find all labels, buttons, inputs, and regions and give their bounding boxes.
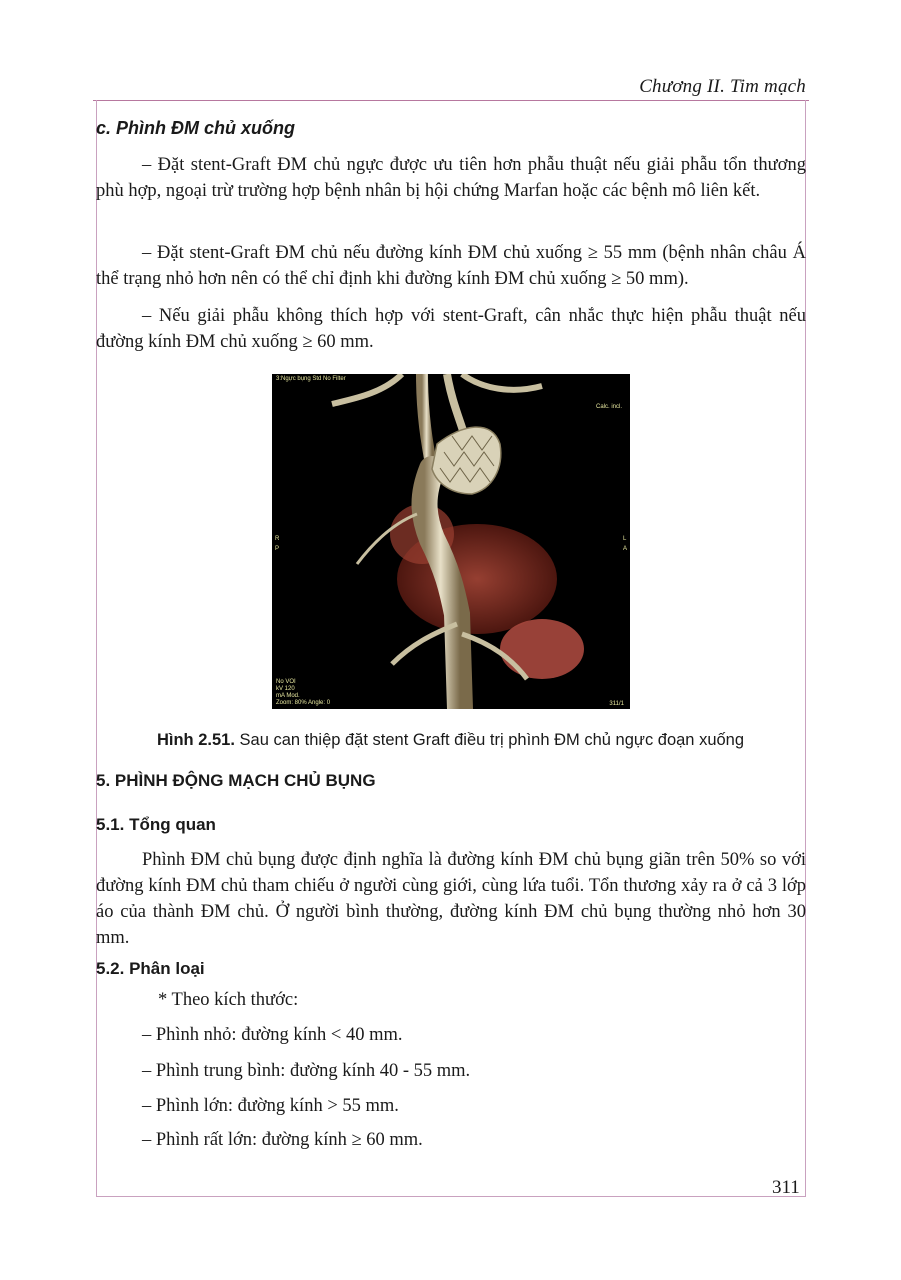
- ct-angiography-image: [272, 374, 630, 709]
- figure-caption-text: Sau can thiệp đặt stent Graft điều trị phình ĐM chủ ngực đoạn xuống: [234, 731, 745, 749]
- image-overlay-top-right: Calc. incl.: [595, 404, 622, 410]
- image-overlay-top-left: 3:Ngực bụng Std No Filter: [276, 376, 346, 382]
- paragraph-c-1: – Đặt stent-Graft ĐM chủ ngực được ưu tiên hơn phẫu thuật nếu giải phẫu tổn thương phù hợp, ngoại trừ trường hợp bệnh nhân bị hội chứng Marfan hoặc các bệnh mô liên kết.: [96, 155, 806, 201]
- paragraph-c-2: – Đặt stent-Graft ĐM chủ nếu đường kính ĐM chủ xuống ≥ 55 mm (bệnh nhân châu Á thể trạng nhỏ hơn nên có thể chỉ định khi đường kính ĐM chủ xuống ≥ 50 mm).: [96, 243, 806, 289]
- footer-rule: [96, 1196, 806, 1197]
- page-number: 311: [772, 1177, 800, 1198]
- list-item: – Phình lớn: đường kính > 55 mm.: [142, 1096, 399, 1116]
- subsection-heading-5-2: 5.2. Phân loại: [96, 959, 205, 978]
- running-title: Chương II. Tim mạch: [639, 76, 806, 97]
- header-rule: [93, 100, 809, 101]
- figure-caption: [0, 731, 901, 750]
- subsection-heading-5-1: 5.1. Tổng quan: [96, 815, 216, 834]
- list-item: – Phình trung bình: đường kính 40 - 55 mm.: [142, 1061, 471, 1081]
- image-overlay-right-marks: L A: [622, 536, 627, 552]
- paragraph-c-3: – Nếu giải phẫu không thích hợp với stent-Graft, cân nhắc thực hiện phẫu thuật nếu đường kính ĐM chủ xuống ≥ 60 mm.: [96, 306, 806, 352]
- image-overlay-left-marks: R P: [275, 536, 280, 552]
- subsection-heading-c: c. Phình ĐM chủ xuống: [96, 118, 295, 138]
- figure-caption-label: Hình 2.51.: [156, 731, 235, 749]
- paragraph-5-1: Phình ĐM chủ bụng được định nghĩa là đường kính ĐM chủ bụng giãn trên 50% so với đường kính ĐM chủ tham chiếu ở người cùng giới, cùng lứa tuổi. Tổn thương xảy ra ở cả 3 lớp áo của thành ĐM chủ. Ở người bình thường, đường kính ĐM chủ bụng thường nhỏ hơn 30 mm.: [96, 850, 806, 948]
- aorta-stent-graft-illustration: [272, 374, 630, 709]
- section-heading-5: 5. PHÌNH ĐỘNG MẠCH CHỦ BỤNG: [96, 771, 376, 790]
- list-item: – Phình rất lớn: đường kính ≥ 60 mm.: [142, 1130, 423, 1150]
- list-item: – Phình nhỏ: đường kính < 40 mm.: [142, 1025, 403, 1045]
- classification-intro: * Theo kích thước:: [158, 990, 299, 1010]
- image-overlay-bottom-right: 311/1: [609, 701, 624, 707]
- image-overlay-bottom-left: No VOI kV 120 mA Mod. Zoom: 80% Angle: 0: [276, 679, 331, 706]
